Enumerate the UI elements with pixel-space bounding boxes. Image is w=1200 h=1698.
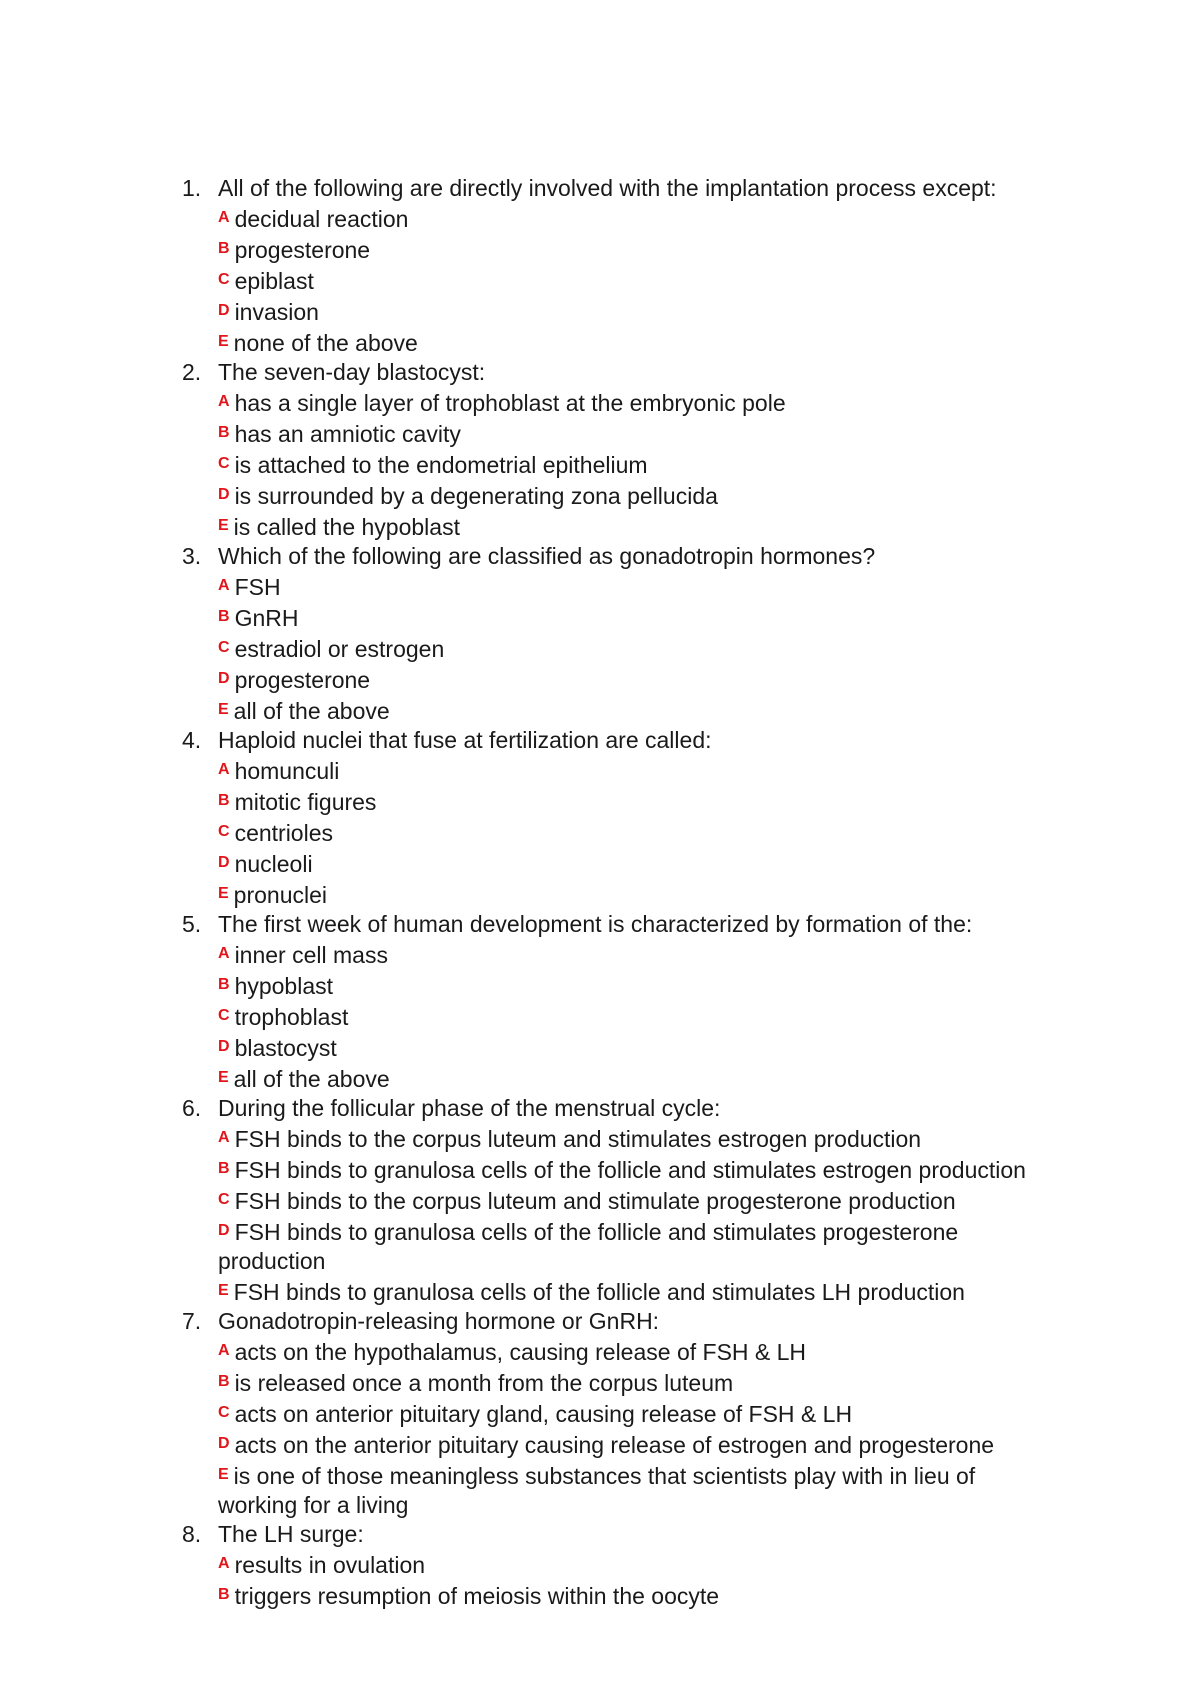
- option-letter: E: [218, 885, 229, 902]
- answer-option: [218, 1429, 1048, 1460]
- question-text: The seven-day blastocyst:: [218, 359, 486, 385]
- option-text: has a single layer of trophoblast at the embryonic pole: [234, 390, 786, 416]
- answer-option: [218, 664, 1048, 695]
- answer-option: [218, 879, 1048, 910]
- answer-option: [218, 970, 1048, 1001]
- option-letter: B: [218, 608, 230, 625]
- question-item: [0, 358, 1200, 542]
- answer-option: [218, 848, 1048, 879]
- option-text: decidual reaction: [234, 206, 409, 232]
- option-letter: A: [218, 577, 230, 594]
- option-letter: D: [218, 486, 230, 503]
- question-item: [0, 910, 1200, 1094]
- question-number: 5.: [182, 911, 202, 937]
- option-text: estradiol or estrogen: [234, 636, 445, 662]
- option-text: blastocyst: [234, 1035, 337, 1061]
- option-text: centrioles: [234, 820, 333, 846]
- answer-option: [218, 939, 1048, 970]
- option-text: acts on anterior pituitary gland, causing release of FSH & LH: [234, 1401, 853, 1427]
- answer-option: [218, 817, 1048, 848]
- option-text: pronuclei: [233, 882, 328, 908]
- option-text: acts on the hypothalamus, causing release of FSH & LH: [234, 1339, 807, 1365]
- option-text: FSH: [234, 574, 281, 600]
- answer-option: [218, 1154, 1048, 1185]
- answer-option: [218, 1123, 1048, 1154]
- option-text: homunculi: [234, 758, 340, 784]
- option-text: FSH binds to granulosa cells of the follicle and stimulates estrogen production: [234, 1157, 1026, 1183]
- option-text: invasion: [234, 299, 319, 325]
- question-text: During the follicular phase of the menstrual cycle:: [218, 1095, 721, 1121]
- answer-option: [218, 327, 1048, 358]
- option-letter: A: [218, 1129, 230, 1146]
- answer-option: [218, 449, 1048, 480]
- question-text: The LH surge:: [218, 1521, 364, 1547]
- question-number: 7.: [182, 1308, 202, 1334]
- question-item: [0, 1307, 1200, 1520]
- answer-option: [218, 755, 1048, 786]
- option-text: acts on the anterior pituitary causing release of estrogen and progesterone: [234, 1432, 995, 1458]
- option-letter: A: [218, 761, 230, 778]
- option-text: has an amniotic cavity: [234, 421, 461, 447]
- option-letter: C: [218, 1007, 230, 1024]
- option-letter: D: [218, 670, 230, 687]
- option-letter: B: [218, 1160, 230, 1177]
- option-letter: D: [218, 854, 230, 871]
- question-number: 1.: [182, 175, 202, 201]
- option-text: progesterone: [234, 667, 371, 693]
- answer-option: [218, 387, 1048, 418]
- option-text: FSH binds to the corpus luteum and stimulate progesterone production: [234, 1188, 956, 1214]
- option-text: epiblast: [234, 268, 314, 294]
- answer-option: [218, 1367, 1048, 1398]
- answer-option: [218, 296, 1048, 327]
- question-item: [0, 1094, 1200, 1307]
- answer-option: [218, 695, 1048, 726]
- question-item: [0, 726, 1200, 910]
- option-text: FSH binds to the corpus luteum and stimulates estrogen production: [234, 1126, 922, 1152]
- option-text: GnRH: [234, 605, 299, 631]
- answer-option: [218, 418, 1048, 449]
- answer-option: [218, 1398, 1048, 1429]
- answer-option: [218, 633, 1048, 664]
- option-letter: B: [218, 976, 230, 993]
- option-text: inner cell mass: [234, 942, 388, 968]
- question-item: [0, 174, 1200, 358]
- question-number: 4.: [182, 727, 202, 753]
- option-letter: D: [218, 1038, 230, 1055]
- option-text: is surrounded by a degenerating zona pellucida: [234, 483, 718, 509]
- question-text: The first week of human development is characterized by formation of the:: [218, 911, 973, 937]
- question-item: [0, 542, 1200, 726]
- option-text: is called the hypoblast: [233, 514, 460, 540]
- option-letter: B: [218, 424, 230, 441]
- option-letter: C: [218, 823, 230, 840]
- option-letter: C: [218, 271, 230, 288]
- answer-option: [218, 571, 1048, 602]
- answer-option: [218, 511, 1048, 542]
- answer-option: [218, 602, 1048, 633]
- option-text: none of the above: [233, 330, 418, 356]
- option-letter: A: [218, 945, 230, 962]
- answer-option: [218, 1549, 1048, 1580]
- question-number: 3.: [182, 543, 202, 569]
- question-text: All of the following are directly involved with the implantation process except:: [218, 175, 997, 201]
- option-text: trophoblast: [234, 1004, 349, 1030]
- option-letter: D: [218, 302, 230, 319]
- question-number: 6.: [182, 1095, 202, 1121]
- answer-option: [218, 1460, 1048, 1520]
- option-letter: E: [218, 1466, 229, 1483]
- answer-option: [218, 265, 1048, 296]
- option-letter: C: [218, 1404, 230, 1421]
- option-letter: D: [218, 1222, 230, 1239]
- answer-option: [218, 203, 1048, 234]
- answer-option: [218, 1276, 1048, 1307]
- option-text: all of the above: [233, 698, 390, 724]
- answer-option: [218, 786, 1048, 817]
- option-letter: C: [218, 455, 230, 472]
- option-text: is attached to the endometrial epithelium: [234, 452, 648, 478]
- answer-option: [218, 1032, 1048, 1063]
- answer-option: [218, 1185, 1048, 1216]
- option-text: hypoblast: [234, 973, 334, 999]
- option-letter: C: [218, 639, 230, 656]
- option-letter: E: [218, 1069, 229, 1086]
- answer-option: [218, 1336, 1048, 1367]
- quiz-document: [0, 174, 1200, 1611]
- question-text: Which of the following are classified as gonadotropin hormones?: [218, 543, 876, 569]
- answer-option: [218, 234, 1048, 265]
- question-number: 8.: [182, 1521, 202, 1547]
- option-letter: B: [218, 240, 230, 257]
- question-text: Gonadotropin-releasing hormone or GnRH:: [218, 1308, 660, 1334]
- option-letter: C: [218, 1191, 230, 1208]
- option-text: progesterone: [234, 237, 371, 263]
- option-letter: E: [218, 1282, 229, 1299]
- option-letter: A: [218, 1342, 230, 1359]
- option-text: mitotic figures: [234, 789, 377, 815]
- option-letter: B: [218, 792, 230, 809]
- option-text: all of the above: [233, 1066, 390, 1092]
- option-letter: A: [218, 209, 230, 226]
- answer-option: [218, 1216, 1048, 1276]
- option-text: is one of those meaningless substances that scientists play with in lieu of working for a living: [218, 1463, 976, 1518]
- option-text: is released once a month from the corpus luteum: [234, 1370, 734, 1396]
- answer-option: [218, 1063, 1048, 1094]
- option-letter: E: [218, 333, 229, 350]
- answer-option: [218, 1001, 1048, 1032]
- option-text: FSH binds to granulosa cells of the follicle and stimulates progesterone production: [218, 1219, 959, 1274]
- option-text: triggers resumption of meiosis within the oocyte: [234, 1583, 720, 1609]
- question-item: [0, 1520, 1200, 1611]
- option-letter: E: [218, 701, 229, 718]
- question-number: 2.: [182, 359, 202, 385]
- option-letter: E: [218, 517, 229, 534]
- option-letter: A: [218, 393, 230, 410]
- option-letter: A: [218, 1555, 230, 1572]
- answer-option: [218, 480, 1048, 511]
- option-text: results in ovulation: [234, 1552, 426, 1578]
- option-text: FSH binds to granulosa cells of the follicle and stimulates LH production: [233, 1279, 965, 1305]
- question-text: Haploid nuclei that fuse at fertilization are called:: [218, 727, 712, 753]
- option-letter: D: [218, 1435, 230, 1452]
- answer-option: [218, 1580, 1048, 1611]
- option-letter: B: [218, 1586, 230, 1603]
- option-letter: B: [218, 1373, 230, 1390]
- option-text: nucleoli: [234, 851, 313, 877]
